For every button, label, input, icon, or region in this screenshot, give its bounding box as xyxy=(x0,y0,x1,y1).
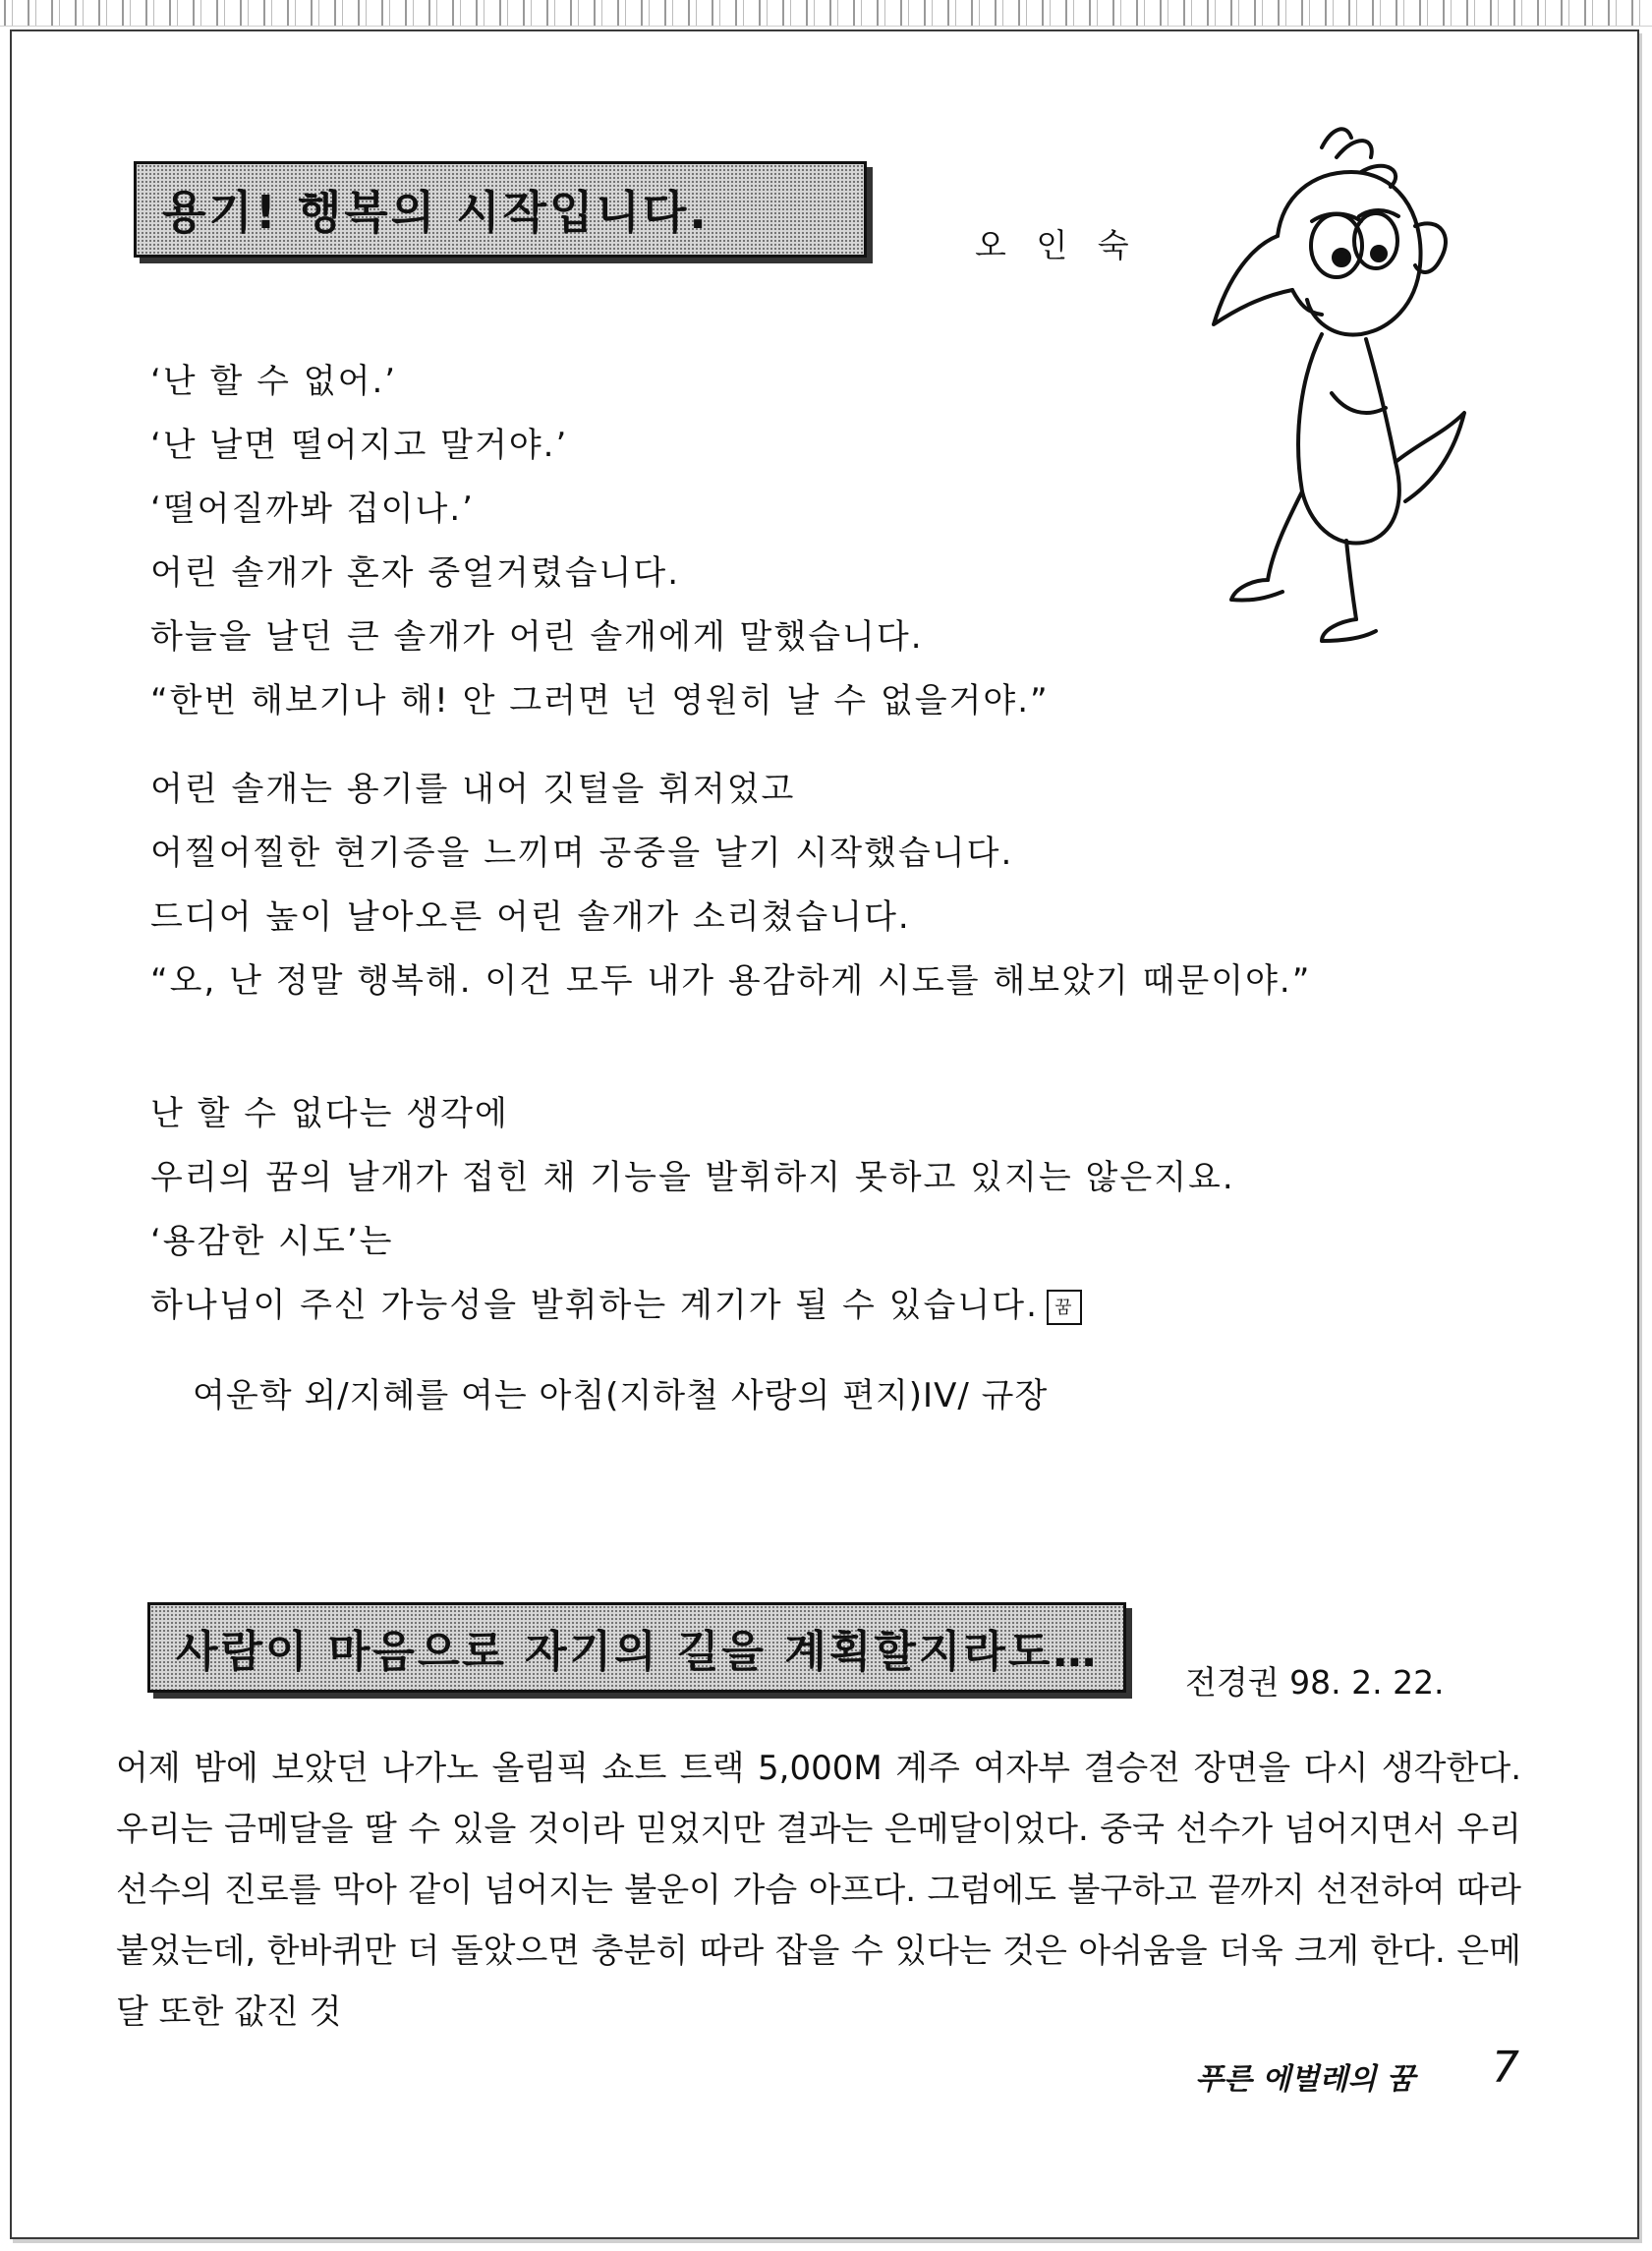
article1-title: 용기! 행복의 시작입니다. xyxy=(134,161,867,258)
article2-paragraph: 어제 밤에 보았던 나가노 올림픽 쇼트 트랙 5,000M 계주 여자부 결승전 장면을 다시 생각한다. 우리는 금메달을 딸 수 있을 것이라 믿었지만 결과는 은메달이었다. 중국 선수가 넘어지면서 우리 선수의 진로를 막아 같이 넘어지는 불운이 가슴 아프다. 그럼에도 불구하고 끝까지 선전하여 따라 붙었는데, 한바퀴만 더 돌았으면 충분히 따라 잡을 수 있다는 것은 아쉬움을 더욱 크게 한다. 은메달 또한 값진 것 xyxy=(116,1749,1521,2032)
article1-line: ‘떨어질까봐 겁이나.’ xyxy=(150,490,475,529)
article1-line: 어린 솔개는 용기를 내어 깃털을 휘저었고 xyxy=(150,770,796,809)
footer-title: 푸른 에벌레의 꿈 xyxy=(1195,2062,1415,2097)
article1-line: “오, 난 정말 행복해. 이건 모두 내가 용감하게 시도를 해보았기 때문이야.” xyxy=(150,961,1312,1001)
article1-line: 하나님이 주신 가능성을 발휘하는 계기가 될 수 있습니다. xyxy=(150,1286,1039,1325)
article1-line: 난 할 수 없다는 생각에 xyxy=(150,1094,509,1133)
cartoon-bird-icon xyxy=(1174,118,1469,668)
page-number: 7 xyxy=(1492,2043,1519,2093)
article2-title: 사람이 마음으로 자기의 길을 계획할지라도… xyxy=(147,1602,1126,1693)
article1-line: 우리의 꿈의 날개가 접힌 채 기능을 발휘하지 못하고 있지는 않은지요. xyxy=(150,1158,1235,1197)
end-mark: 꿈 xyxy=(1047,1290,1082,1325)
article2-date: 전경권 98. 2. 22. xyxy=(1185,1663,1445,1702)
article1-line: 드디어 높이 날아오른 어린 솔개가 소리쳤습니다. xyxy=(150,897,911,937)
article1-last-line xyxy=(150,1278,1082,1326)
article1-source: 여운학 외/지혜를 여는 아침(지하철 사랑의 편지)IV/ 규장 xyxy=(193,1376,1049,1415)
article1-line: 어찔어찔한 현기증을 느끼며 공중을 날기 시작했습니다. xyxy=(150,834,1014,873)
article1-line: 하늘을 날던 큰 솔개가 어린 솔개에게 말했습니다. xyxy=(150,617,924,657)
spiral-binding xyxy=(0,0,1652,27)
article1-line: ‘용감한 시도’는 xyxy=(150,1222,394,1261)
article1-line: 어린 솔개가 혼자 중얼거렸습니다. xyxy=(150,553,681,593)
article1-line: ‘난 할 수 없어.’ xyxy=(150,362,398,401)
article1-author: 오 인 숙 xyxy=(975,226,1139,264)
article1-line: ‘난 날면 떨어지고 말거야.’ xyxy=(150,426,569,465)
article1-line: “한번 해보기나 해! 안 그러면 넌 영원히 날 수 없을거야.” xyxy=(150,681,1050,721)
